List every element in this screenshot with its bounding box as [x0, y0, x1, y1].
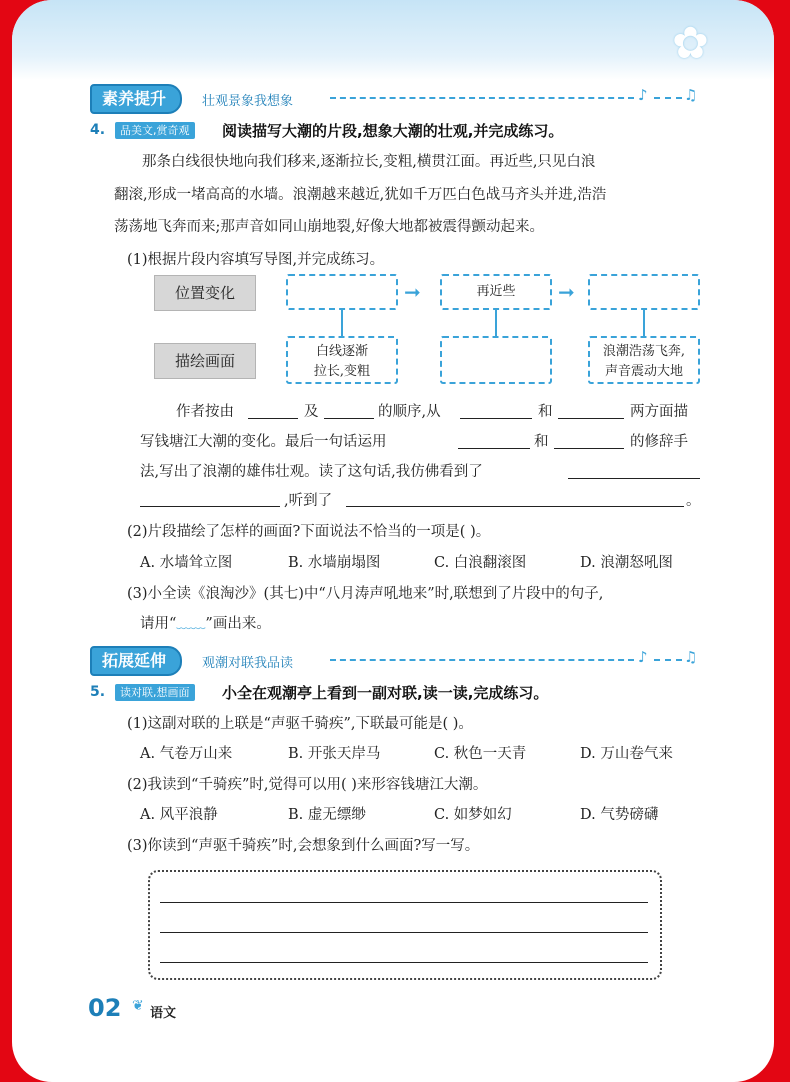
answer-blank[interactable] — [460, 418, 532, 419]
dashed-divider — [330, 659, 634, 661]
fill-text: 作者按由 — [176, 404, 234, 420]
box-text: 白线逐渐 — [315, 344, 368, 359]
sky-header — [12, 0, 774, 80]
answer-blank[interactable] — [346, 506, 684, 507]
question-title: 阅读描写大潮的片段,想象大潮的壮观,并完成练习。 — [222, 122, 564, 140]
question-number: 4. — [90, 122, 106, 138]
dashed-divider — [654, 97, 682, 99]
box-bottom-left — [286, 336, 398, 384]
dashed-divider — [330, 97, 634, 99]
arrow-right-icon: ➞ — [558, 280, 575, 304]
flower-icon: ✿ — [672, 18, 709, 69]
workbook-page — [12, 0, 774, 1082]
option-a[interactable]: A. 水墙耸立图 — [140, 555, 233, 571]
question-number: 5. — [90, 684, 106, 700]
option-d[interactable]: D. 万山卷气来 — [580, 746, 673, 762]
answer-blank[interactable] — [458, 448, 530, 449]
writing-box — [148, 870, 662, 980]
box-bottom-right — [588, 336, 700, 384]
blank-box-top-left[interactable] — [286, 274, 398, 310]
sprout-icon: ❦ — [132, 998, 144, 1014]
subquestion: (2)片段描绘了怎样的画面?下面说法不恰当的一项是( )。 — [127, 524, 491, 540]
arrow-right-icon: ➞ — [404, 280, 421, 304]
passage-line: 翻滚,形成一堵高高的水墙。浪潮越来越近,犹如千万匹白色战马齐头并进,浩浩 — [114, 187, 607, 203]
connector-line — [643, 310, 645, 338]
music-note-icon: ♪ — [638, 86, 648, 104]
passage-line: 那条白线很快地向我们移来,逐渐拉长,变粗,横贯江面。再近些,只见白浪 — [142, 154, 596, 170]
option-d[interactable]: D. 浪潮怒吼图 — [580, 555, 673, 571]
subquestion: (1)这副对联的上联是“声驱千骑疾”,下联最可能是( )。 — [127, 716, 473, 732]
box-text: 浪潮浩荡飞奔, — [602, 344, 686, 359]
option-b[interactable]: B. 水墙崩塌图 — [288, 555, 381, 571]
subject-label: 语文 — [150, 1006, 177, 1021]
writing-line[interactable] — [160, 962, 648, 963]
question-tag: 品美文,赏奇观 — [115, 122, 195, 139]
blank-box-bottom-middle[interactable] — [440, 336, 552, 384]
blank-box-top-right[interactable] — [588, 274, 700, 310]
subquestion: (1)根据片段内容填写导图,并完成练习。 — [127, 252, 385, 268]
option-d[interactable]: D. 气势磅礴 — [580, 807, 659, 823]
option-c[interactable]: C. 如梦如幻 — [434, 807, 512, 823]
connector-line — [495, 310, 497, 338]
music-note-icon: ♫ — [684, 648, 698, 666]
writing-line[interactable] — [160, 932, 648, 933]
wavy-line-icon: ﹏﹏ — [176, 616, 206, 632]
answer-blank[interactable] — [558, 418, 624, 419]
box-text: 声音震动大地 — [604, 364, 683, 379]
section-subtitle: 壮观景象我想象 — [202, 94, 294, 109]
option-c[interactable]: C. 白浪翻滚图 — [434, 555, 527, 571]
answer-blank[interactable] — [140, 506, 280, 507]
subquestion: (2)我读到“千骑疾”时,觉得可以用( )来形容钱塘江大潮。 — [127, 777, 488, 793]
section-banner-extension: 拓展延伸 — [90, 646, 182, 676]
box-text: 拉长,变粗 — [313, 364, 371, 379]
quote-close: ”画出来。 — [205, 616, 271, 632]
fill-text: ,听到了 — [284, 493, 333, 509]
label-position-change: 位置变化 — [154, 275, 256, 311]
answer-blank[interactable] — [248, 418, 298, 419]
answer-blank[interactable] — [554, 448, 624, 449]
dashed-divider — [654, 659, 682, 661]
fill-text: 两方面描 — [630, 404, 688, 420]
writing-line[interactable] — [160, 902, 648, 903]
fill-text: 写钱塘江大潮的变化。最后一句话运用 — [140, 434, 387, 450]
fill-text: 和 — [534, 434, 549, 450]
fill-text: 的顺序,从 — [378, 404, 441, 420]
music-note-icon: ♫ — [684, 86, 698, 104]
passage-line: 荡荡地飞奔而来;那声音如同山崩地裂,好像大地都被震得颤动起来。 — [114, 219, 544, 235]
option-a[interactable]: A. 风平浪静 — [140, 807, 218, 823]
subquestion: (3)小全读《浪淘沙》(其七)中“八月涛声吼地来”时,联想到了片段中的句子, — [127, 586, 604, 602]
answer-blank[interactable] — [568, 478, 700, 479]
box-top-middle: 再近些 — [440, 274, 552, 310]
question-tag: 读对联,想画面 — [115, 684, 195, 701]
option-b[interactable]: B. 虚无缥缈 — [288, 807, 366, 823]
fill-text: 法,写出了浪潮的雄伟壮观。读了这句话,我仿佛看到了 — [140, 464, 483, 480]
answer-blank[interactable] — [324, 418, 374, 419]
label-scene: 描绘画面 — [154, 343, 256, 379]
option-b[interactable]: B. 开张天岸马 — [288, 746, 381, 762]
section-subtitle: 观潮对联我品读 — [202, 656, 294, 671]
music-note-icon: ♪ — [638, 648, 648, 666]
subquestion-cont — [140, 612, 271, 633]
page-number: 02 — [88, 994, 122, 1022]
subquestion: (3)你读到“声驱千骑疾”时,会想象到什么画面?写一写。 — [127, 838, 480, 854]
fill-text: 及 — [304, 404, 319, 420]
question-title: 小全在观潮亭上看到一副对联,读一读,完成练习。 — [222, 684, 549, 702]
fill-text: 。 — [686, 493, 701, 509]
fill-text: 的修辞手 — [630, 434, 688, 450]
quote-open: 请用“ — [140, 616, 177, 632]
fill-text: 和 — [538, 404, 553, 420]
section-banner-literacy: 素养提升 — [90, 84, 182, 114]
connector-line — [341, 310, 343, 338]
option-c[interactable]: C. 秋色一天青 — [434, 746, 527, 762]
option-a[interactable]: A. 气卷万山来 — [140, 746, 233, 762]
